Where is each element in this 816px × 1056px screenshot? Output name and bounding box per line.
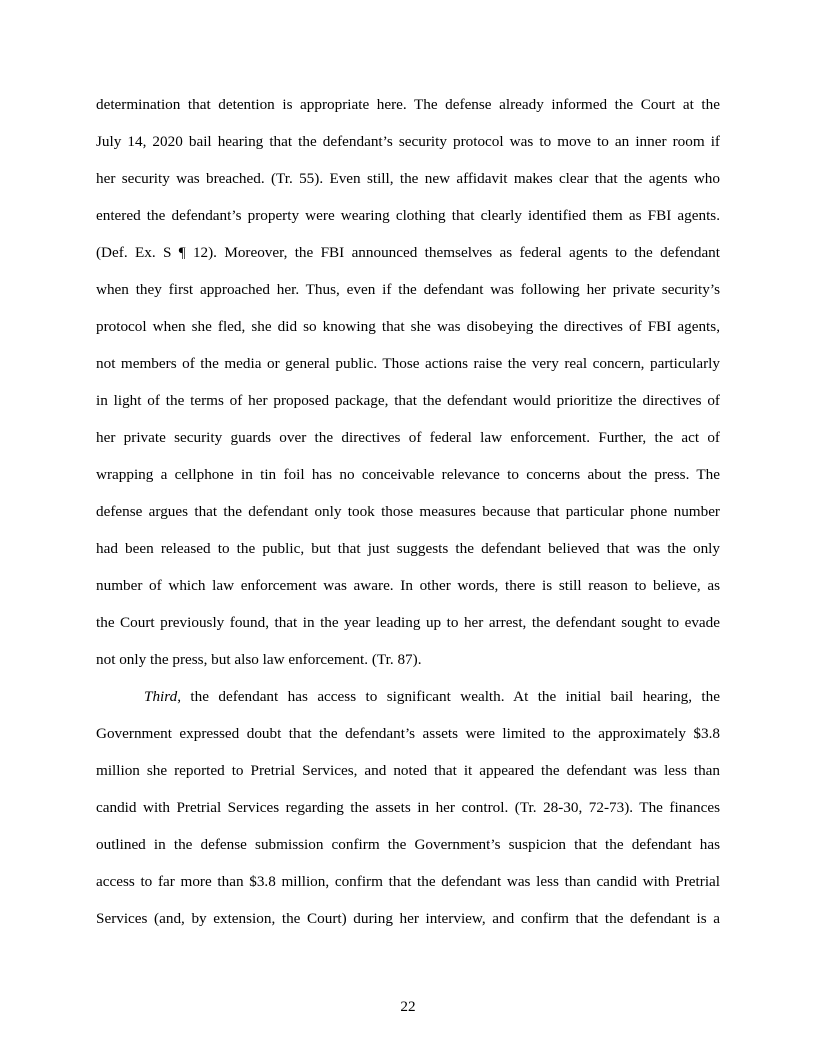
paragraph-line: determination that detention is appropriate here. The defense already informed the Court at the <box>96 96 720 113</box>
first-line-text: , the defendant has access to significant wealth. At the initial bail hearing, the <box>177 688 720 705</box>
paragraph-line: Government expressed doubt that the defendant’s assets were limited to the approximately $3.8 <box>96 725 720 742</box>
paragraph-line: (Def. Ex. S ¶ 12). Moreover, the FBI announced themselves as federal agents to the defendant <box>96 244 720 261</box>
paragraph-line: July 14, 2020 bail hearing that the defendant’s security protocol was to move to an inner room if <box>96 133 720 150</box>
paragraph-line: defense argues that the defendant only took those measures because that particular phone number <box>96 503 720 520</box>
paragraph-line: wrapping a cellphone in tin foil has no conceivable relevance to concerns about the press. The <box>96 466 720 483</box>
paragraph-first-line <box>144 687 720 707</box>
page-number: 22 <box>400 998 416 1015</box>
paragraph-line: protocol when she fled, she did so knowing that she was disobeying the directives of FBI agents, <box>96 318 720 335</box>
paragraph-line: entered the defendant’s property were wearing clothing that clearly identified them as FBI agents. <box>96 207 720 224</box>
paragraph-line: million she reported to Pretrial Services, and noted that it appeared the defendant was less than <box>96 762 720 779</box>
paragraph-line: the Court previously found, that in the year leading up to her arrest, the defendant sought to evade <box>96 614 720 631</box>
paragraph-line: number of which law enforcement was aware. In other words, there is still reason to believe, as <box>96 577 720 594</box>
paragraph-line: not members of the media or general public. Those actions raise the very real concern, particularly <box>96 355 720 372</box>
paragraph-line: not only the press, but also law enforcement. (Tr. 87). <box>96 651 422 668</box>
paragraph-line: outlined in the defense submission confirm the Government’s suspicion that the defendant has <box>96 836 720 853</box>
paragraph-line: when they first approached her. Thus, even if the defendant was following her private security’s <box>96 281 720 298</box>
paragraph-line: had been released to the public, but that just suggests the defendant believed that was the only <box>96 540 720 557</box>
paragraph-line: her private security guards over the directives of federal law enforcement. Further, the act of <box>96 429 720 446</box>
paragraph-line: Services (and, by extension, the Court) during her interview, and confirm that the defendant is a <box>96 910 720 927</box>
emphasis-third: Third <box>144 688 178 705</box>
paragraph-line: her security was breached. (Tr. 55). Even still, the new affidavit makes clear that the agents who <box>96 170 720 187</box>
paragraph-line: access to far more than $3.8 million, confirm that the defendant was less than candid with Pretrial <box>96 873 720 890</box>
paragraph-line: in light of the terms of her proposed package, that the defendant would prioritize the directives of <box>96 392 720 409</box>
paragraph-line: candid with Pretrial Services regarding the assets in her control. (Tr. 28-30, 72-73). The finances <box>96 799 720 816</box>
